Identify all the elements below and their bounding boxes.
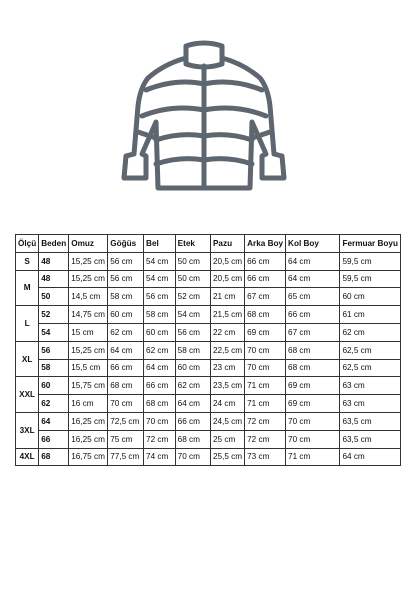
measurement-cell: 56 cm xyxy=(175,323,210,341)
measurement-cell: 24,5 cm xyxy=(210,412,244,430)
measurement-cell: 70 cm xyxy=(286,412,340,430)
table-row xyxy=(16,270,401,288)
beden-cell: 52 xyxy=(39,306,69,324)
measurement-cell: 56 cm xyxy=(108,270,144,288)
measurement-cell: 16 cm xyxy=(69,395,108,413)
measurement-cell: 68 cm xyxy=(286,359,340,377)
measurement-cell: 66 cm xyxy=(144,377,176,395)
measurement-cell: 70 cm xyxy=(286,430,340,448)
header-bel: Bel xyxy=(144,235,176,253)
beden-cell: 54 xyxy=(39,323,69,341)
measurement-cell: 66 cm xyxy=(108,359,144,377)
measurement-cell: 64 cm xyxy=(175,395,210,413)
measurement-cell: 50 cm xyxy=(175,252,210,270)
measurement-cell: 68 cm xyxy=(175,430,210,448)
measurement-cell: 66 cm xyxy=(175,412,210,430)
size-label: M xyxy=(16,270,39,306)
measurement-cell: 14,5 cm xyxy=(69,288,108,306)
measurement-cell: 50 cm xyxy=(175,270,210,288)
measurement-cell: 62,5 cm xyxy=(340,359,401,377)
measurement-cell: 15,75 cm xyxy=(69,377,108,395)
measurement-cell: 70 cm xyxy=(245,359,286,377)
measurement-cell: 15,25 cm xyxy=(69,252,108,270)
measurement-cell: 62 cm xyxy=(144,341,176,359)
measurement-cell: 16,75 cm xyxy=(69,448,108,466)
measurement-cell: 60 cm xyxy=(144,323,176,341)
puffer-jacket-icon xyxy=(116,38,292,196)
measurement-cell: 74 cm xyxy=(144,448,176,466)
measurement-cell: 73 cm xyxy=(245,448,286,466)
measurement-cell: 75 cm xyxy=(108,430,144,448)
measurement-cell: 68 cm xyxy=(245,306,286,324)
table-row xyxy=(16,448,401,466)
table-row xyxy=(16,359,401,377)
beden-cell: 48 xyxy=(39,270,69,288)
measurement-cell: 63,5 cm xyxy=(340,430,401,448)
table-row xyxy=(16,395,401,413)
measurement-cell: 60 cm xyxy=(340,288,401,306)
measurement-cell: 70 cm xyxy=(144,412,176,430)
measurement-cell: 63,5 cm xyxy=(340,412,401,430)
size-label: 4XL xyxy=(16,448,39,466)
measurement-cell: 23 cm xyxy=(210,359,244,377)
measurement-cell: 64 cm xyxy=(286,270,340,288)
measurement-cell: 72 cm xyxy=(245,430,286,448)
measurement-cell: 21,5 cm xyxy=(210,306,244,324)
measurement-cell: 62 cm xyxy=(108,323,144,341)
measurement-cell: 68 cm xyxy=(286,341,340,359)
table-row xyxy=(16,306,401,324)
measurement-cell: 64 cm xyxy=(108,341,144,359)
measurement-cell: 63 cm xyxy=(340,377,401,395)
measurement-cell: 56 cm xyxy=(108,252,144,270)
measurement-cell: 54 cm xyxy=(175,306,210,324)
header-arka-boy: Arka Boy xyxy=(245,235,286,253)
measurement-cell: 22 cm xyxy=(210,323,244,341)
measurement-cell: 60 cm xyxy=(175,359,210,377)
measurement-cell: 65 cm xyxy=(286,288,340,306)
measurement-cell: 16,25 cm xyxy=(69,430,108,448)
measurement-cell: 67 cm xyxy=(245,288,286,306)
measurement-cell: 62,5 cm xyxy=(340,341,401,359)
table-row xyxy=(16,377,401,395)
measurement-cell: 58 cm xyxy=(144,306,176,324)
header-omuz: Omuz xyxy=(69,235,108,253)
header-fermuar-boyu: Fermuar Boyu xyxy=(340,235,401,253)
beden-cell: 68 xyxy=(39,448,69,466)
beden-cell: 58 xyxy=(39,359,69,377)
measurement-cell: 69 cm xyxy=(286,377,340,395)
measurement-cell: 52 cm xyxy=(175,288,210,306)
measurement-cell: 25 cm xyxy=(210,430,244,448)
size-label: S xyxy=(16,252,39,270)
measurement-cell: 69 cm xyxy=(245,323,286,341)
measurement-cell: 77,5 cm xyxy=(108,448,144,466)
beden-cell: 64 xyxy=(39,412,69,430)
measurement-cell: 64 cm xyxy=(340,448,401,466)
measurement-cell: 24 cm xyxy=(210,395,244,413)
measurement-cell: 58 cm xyxy=(108,288,144,306)
table-row xyxy=(16,252,401,270)
measurement-cell: 15,25 cm xyxy=(69,341,108,359)
beden-cell: 62 xyxy=(39,395,69,413)
size-table xyxy=(15,234,401,466)
header-kol-boy: Kol Boy xyxy=(286,235,340,253)
beden-cell: 48 xyxy=(39,252,69,270)
measurement-cell: 23,5 cm xyxy=(210,377,244,395)
measurement-cell: 21 cm xyxy=(210,288,244,306)
size-label: L xyxy=(16,306,39,342)
measurement-cell: 70 cm xyxy=(175,448,210,466)
table-header-row xyxy=(16,235,401,253)
measurement-cell: 67 cm xyxy=(286,323,340,341)
size-chart xyxy=(15,234,401,466)
measurement-cell: 62 cm xyxy=(175,377,210,395)
measurement-cell: 71 cm xyxy=(286,448,340,466)
measurement-cell: 70 cm xyxy=(245,341,286,359)
measurement-cell: 72,5 cm xyxy=(108,412,144,430)
measurement-cell: 60 cm xyxy=(108,306,144,324)
measurement-cell: 15,5 cm xyxy=(69,359,108,377)
measurement-cell: 61 cm xyxy=(340,306,401,324)
table-row xyxy=(16,341,401,359)
header-gogus: Göğüs xyxy=(108,235,144,253)
beden-cell: 66 xyxy=(39,430,69,448)
measurement-cell: 14,75 cm xyxy=(69,306,108,324)
measurement-cell: 16,25 cm xyxy=(69,412,108,430)
header-beden: Beden xyxy=(39,235,69,253)
measurement-cell: 70 cm xyxy=(108,395,144,413)
measurement-cell: 54 cm xyxy=(144,270,176,288)
size-label: XXL xyxy=(16,377,39,413)
measurement-cell: 64 cm xyxy=(144,359,176,377)
size-label: XL xyxy=(16,341,39,377)
measurement-cell: 71 cm xyxy=(245,377,286,395)
measurement-cell: 68 cm xyxy=(108,377,144,395)
measurement-cell: 69 cm xyxy=(286,395,340,413)
measurement-cell: 66 cm xyxy=(286,306,340,324)
measurement-cell: 20,5 cm xyxy=(210,270,244,288)
beden-cell: 56 xyxy=(39,341,69,359)
table-row xyxy=(16,412,401,430)
measurement-cell: 25,5 cm xyxy=(210,448,244,466)
measurement-cell: 54 cm xyxy=(144,252,176,270)
header-etek: Etek xyxy=(175,235,210,253)
measurement-cell: 58 cm xyxy=(175,341,210,359)
table-row xyxy=(16,323,401,341)
beden-cell: 60 xyxy=(39,377,69,395)
header-olcu: Ölçü xyxy=(16,235,39,253)
measurement-cell: 72 cm xyxy=(144,430,176,448)
measurement-cell: 22,5 cm xyxy=(210,341,244,359)
measurement-cell: 64 cm xyxy=(286,252,340,270)
measurement-cell: 66 cm xyxy=(245,270,286,288)
table-row xyxy=(16,430,401,448)
measurement-cell: 62 cm xyxy=(340,323,401,341)
measurement-cell: 72 cm xyxy=(245,412,286,430)
measurement-cell: 71 cm xyxy=(245,395,286,413)
measurement-cell: 59,5 cm xyxy=(340,252,401,270)
table-row xyxy=(16,288,401,306)
header-pazu: Pazu xyxy=(210,235,244,253)
measurement-cell: 68 cm xyxy=(144,395,176,413)
measurement-cell: 15,25 cm xyxy=(69,270,108,288)
measurement-cell: 15 cm xyxy=(69,323,108,341)
measurement-cell: 66 cm xyxy=(245,252,286,270)
size-label: 3XL xyxy=(16,412,39,448)
measurement-cell: 20,5 cm xyxy=(210,252,244,270)
measurement-cell: 59,5 cm xyxy=(340,270,401,288)
measurement-cell: 63 cm xyxy=(340,395,401,413)
measurement-cell: 56 cm xyxy=(144,288,176,306)
beden-cell: 50 xyxy=(39,288,69,306)
